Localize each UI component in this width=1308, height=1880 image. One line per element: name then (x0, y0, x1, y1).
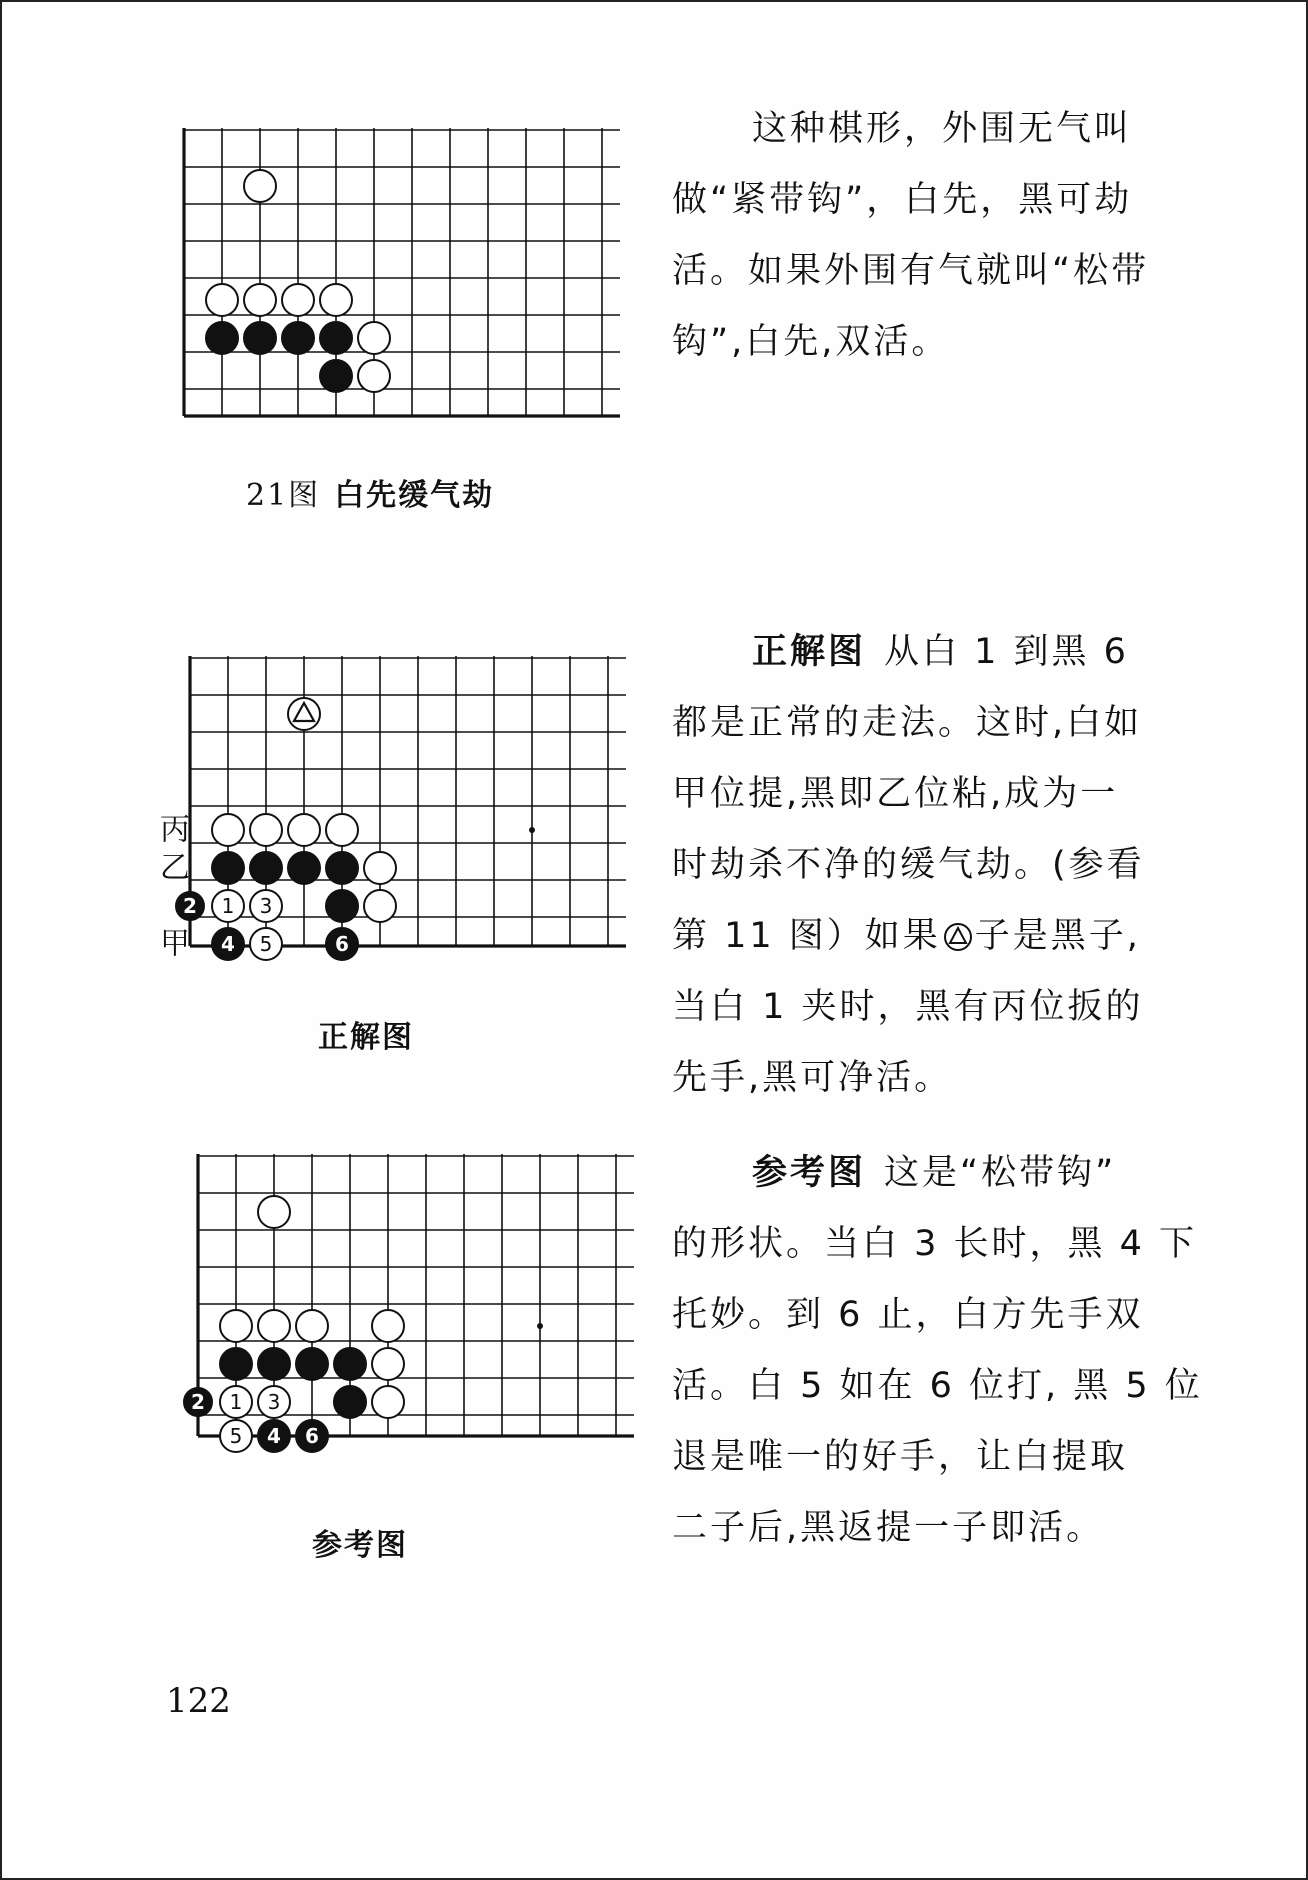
white-stone (282, 284, 314, 316)
board-label-bing: 丙 (160, 812, 190, 848)
black-stone (220, 1348, 252, 1380)
text-line: 当白 1 夹时，黑有丙位扳的 (672, 987, 1144, 1027)
white-stone (364, 890, 396, 922)
white-stone (258, 1310, 290, 1342)
text-line: 活。如果外围有气就叫“松带 (672, 251, 1150, 291)
board-grid (184, 128, 620, 416)
white-stone (220, 1310, 252, 1342)
text-line (672, 617, 1172, 688)
white-stone (244, 284, 276, 316)
move-number: 4 (267, 1424, 281, 1448)
lead-term: 正解图 (752, 632, 867, 672)
text-line: 做“紧带钩”，白先，黑可劫 (672, 180, 1133, 220)
text-line: 先手,黑可净活。 (672, 1058, 953, 1098)
white-stone (288, 814, 320, 846)
white-stone (372, 1310, 404, 1342)
go-diagram-solution (160, 656, 630, 972)
white-stone (372, 1386, 404, 1418)
white-stone (206, 284, 238, 316)
white-stone (244, 170, 276, 202)
move-number: 1 (229, 1390, 243, 1414)
text-line: 钩”,白先,双活。 (672, 322, 950, 362)
text-21 (672, 94, 1172, 378)
text-line (672, 1138, 1172, 1209)
text-line: 这种棋形，外围无气叫 (752, 109, 1133, 149)
text-line: 活。白 5 如在 6 位打, 黑 5 位 (672, 1366, 1203, 1406)
move-number: 3 (259, 894, 273, 918)
black-stone (244, 322, 276, 354)
figure-caption-reference (312, 1520, 408, 1564)
text-line: 从白 1 到黑 6 (884, 632, 1129, 672)
text-line: 这是“松带钩” (884, 1153, 1117, 1193)
white-stone (358, 360, 390, 392)
move-number: 5 (259, 932, 273, 956)
white-stone (372, 1348, 404, 1380)
move-number: 6 (305, 1424, 319, 1448)
black-stone (212, 852, 244, 884)
black-stone (320, 360, 352, 392)
caption-title: 白先缓气劫 (334, 478, 495, 513)
move-number: 6 (335, 932, 349, 956)
text-line: 时劫杀不净的缓气劫。(参看 (672, 845, 1145, 885)
star-point (537, 1323, 543, 1329)
white-stone (326, 814, 358, 846)
black-stone (326, 852, 358, 884)
page-number: 122 (166, 1681, 231, 1721)
white-stone (258, 1196, 290, 1228)
marked-white-stone (288, 698, 320, 730)
black-stone (320, 322, 352, 354)
text-line: 退是唯一的好手，让白提取 (672, 1437, 1129, 1477)
move-number: 2 (191, 1390, 205, 1414)
black-stone (282, 322, 314, 354)
text-fragment: 子是黑子, (974, 916, 1141, 956)
text-line: 托妙。到 6 止，白方先手双 (672, 1295, 1144, 1335)
black-stone (250, 852, 282, 884)
black-stone (334, 1386, 366, 1418)
black-stone (206, 322, 238, 354)
white-stone (364, 852, 396, 884)
move-number: 5 (229, 1424, 243, 1448)
white-stone (358, 322, 390, 354)
figure-caption-21 (246, 470, 494, 514)
white-stone (212, 814, 244, 846)
black-stone (326, 890, 358, 922)
move-number: 1 (221, 894, 235, 918)
caption-title: 正解图 (318, 1020, 414, 1055)
text-line: 都是正常的走法。这时,白如 (672, 703, 1143, 743)
lead-term: 参考图 (752, 1153, 867, 1193)
star-point (529, 827, 535, 833)
text-fragment: 第 11 图）如果 (672, 916, 941, 956)
move-number: 3 (267, 1390, 281, 1414)
black-stone (296, 1348, 328, 1380)
white-stone (250, 814, 282, 846)
figure-caption-solution (318, 1012, 414, 1056)
board-label-jia: 甲 (160, 926, 190, 962)
go-diagram-reference (178, 1154, 638, 1464)
go-diagram-21 (180, 128, 630, 428)
caption-number: 21图 (246, 478, 321, 513)
white-stone (320, 284, 352, 316)
text-line: 甲位提,黑即乙位粘,成为一 (672, 774, 1119, 814)
move-number: 2 (183, 894, 197, 918)
black-stone (334, 1348, 366, 1380)
triangle-stone-mark-icon (943, 922, 973, 952)
white-stone (296, 1310, 328, 1342)
board-label-yi: 乙 (160, 850, 190, 886)
text-reference (672, 1138, 1203, 1564)
move-number: 4 (221, 932, 235, 956)
text-line: 的形状。当白 3 长时，黑 4 下 (672, 1224, 1198, 1264)
text-line (672, 901, 1172, 972)
caption-title: 参考图 (312, 1528, 408, 1563)
black-stone (288, 852, 320, 884)
text-solution (672, 617, 1172, 1114)
black-stone (258, 1348, 290, 1380)
text-line: 二子后,黑返提一子即活。 (672, 1508, 1105, 1548)
